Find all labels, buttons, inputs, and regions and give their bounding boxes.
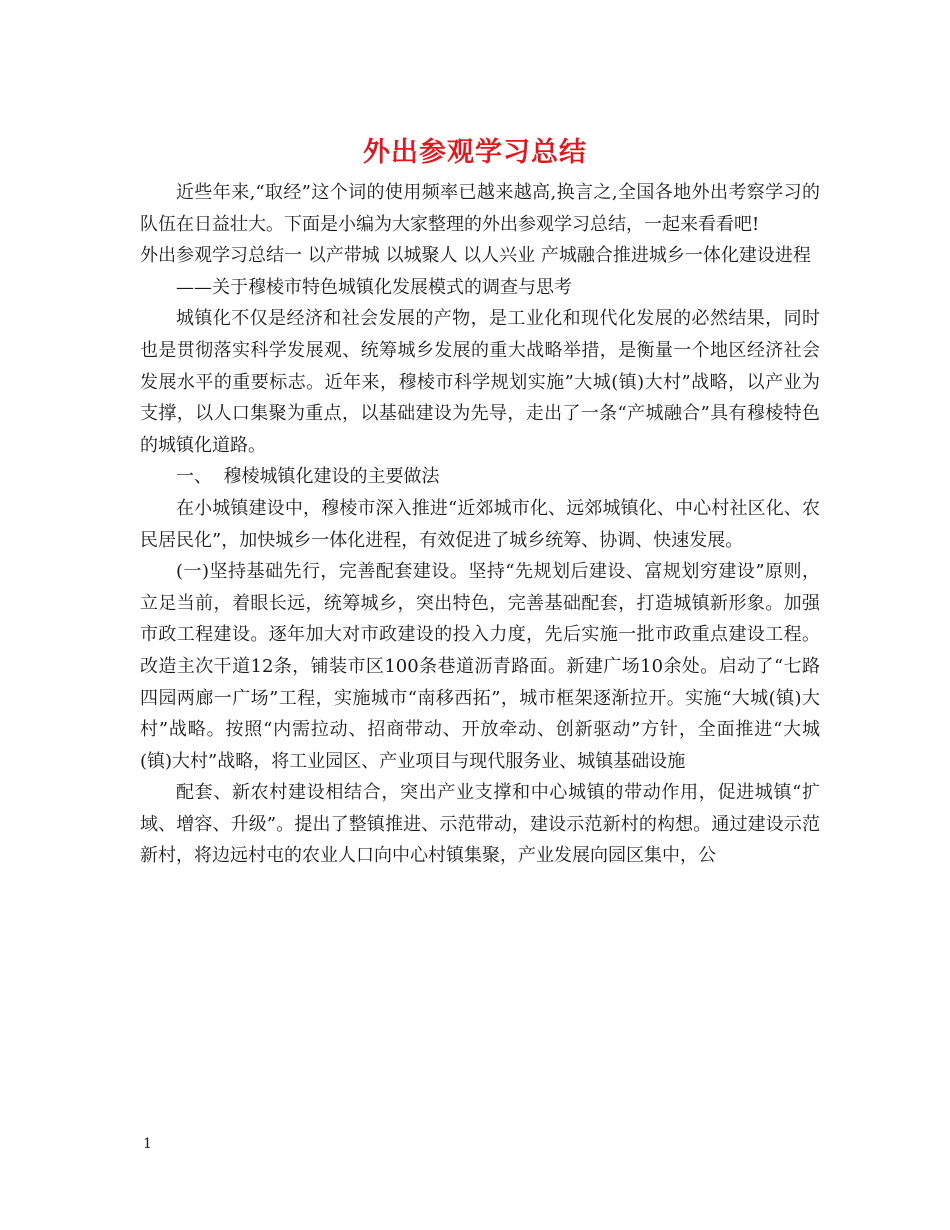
- body-paragraph: 城镇化不仅是经济和社会发展的产物，是工业化和现代化发展的必然结果，同时也是贯彻落实科学发展观、统筹城乡发展的重大战略举措，是衡量一个地区经济社会发展水平的重要标志。近年来，穆棱市科学规划实施”大城(镇)大村”战略，以产业为支撑，以人口集聚为重点，以基础建设为先导，走出了一条“产城融合”具有穆棱特色的城镇化道路。: [140, 308, 820, 456]
- body-paragraph: 在小城镇建设中，穆棱市深入推进“近郊城市化、远郊城镇化、中心村社区化、农民居民化”，加快城乡一体化进程，有效促进了城乡统筹、协调、快速发展。: [140, 497, 820, 551]
- section-heading: 外出参观学习总结一 以产带城 以城聚人 以人兴业 产城融合推进城乡一体化建设进程: [140, 245, 811, 267]
- intro-paragraph: 近些年来,“取经”这个词的使用频率已越来越高,换言之,全国各地外出考察学习的队伍在日益壮大。下面是小编为大家整理的外出参观学习总结，一起来看看吧!: [140, 182, 820, 235]
- body-paragraph: (一)坚持基础先行，完善配套建设。坚持“先规划后建设、富规划穷建设”原则，立足当前，着眼长远，统筹城乡，突出特色，完善基础配套，打造城镇新形象。加强市政工程建设。逐年加大对市政建设的投入力度，先后实施一批市政重点建设工程。改造主次干道12条，铺装市区100条巷道沥青路面。新建广场10余处。启动了“七路四园两廊一广场”工程，实施城市“南移西拓”，城市框架逐渐拉开。实施“大城(镇)大村”战略。按照“内需拉动、招商带动、开放牵动、创新驱动”方针，全面推进“大城(镇)大村”战略，将工业园区、产业项目与现代服务业、城镇基础设施: [140, 561, 820, 772]
- document-body: [140, 177, 820, 872]
- page-number: 1: [143, 1136, 152, 1152]
- section-subtitle: ——关于穆棱市特色城镇化发展模式的调查与思考: [176, 276, 572, 298]
- subsection-heading: 一、 穆棱城镇化建设的主要做法: [176, 466, 440, 488]
- body-paragraph: 配套、新农村建设相结合，突出产业支撑和中心城镇的带动作用，促进城镇“扩域、增容、升级”。提出了整镇推进、示范带动，建设示范新村的构想。通过建设示范新村，将边远村屯的农业人口向中心村镇集聚，产业发展向园区集中，公: [140, 782, 820, 867]
- document-title: 外出参观学习总结: [363, 137, 587, 168]
